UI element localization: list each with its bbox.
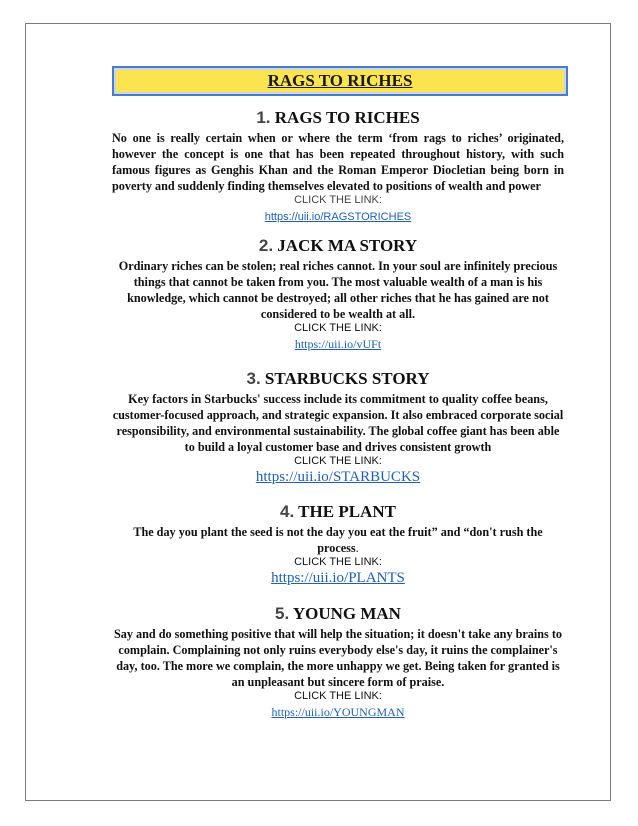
click-the-link-label: CLICK THE LINK: bbox=[294, 690, 382, 702]
story-link[interactable]: https://uii.io/RAGSTORICHES bbox=[264, 211, 412, 223]
click-the-link-label: CLICK THE LINK: bbox=[294, 194, 382, 206]
story-section-young-man bbox=[112, 604, 564, 721]
section-number: 1. bbox=[256, 108, 271, 127]
section-heading bbox=[112, 604, 564, 624]
section-number: 4. bbox=[280, 502, 295, 521]
section-body: No one is really certain when or where the term ‘from rags to riches’ originated, however the concept is one that has been repeated throughout history, with such famous figures as Genghis Khan and the Roman Emperor Diocletian being born in poverty and suddenly finding themselves elevated to positions of wealth and power bbox=[112, 131, 564, 193]
section-heading bbox=[112, 108, 564, 128]
story-link[interactable]: https://uii.io/vUFt bbox=[294, 337, 382, 351]
story-section-starbucks bbox=[112, 369, 564, 486]
story-section-the-plant bbox=[112, 502, 564, 587]
story-section-rags-to-riches bbox=[112, 108, 564, 225]
section-body bbox=[112, 524, 564, 556]
section-number: 2. bbox=[258, 236, 274, 255]
story-link[interactable]: https://uii.io/STARBUCKS bbox=[255, 469, 421, 485]
title-banner bbox=[112, 66, 568, 96]
section-number: 3. bbox=[246, 369, 261, 388]
story-link[interactable]: https://uii.io/YOUNGMAN bbox=[271, 705, 405, 719]
section-title: YOUNG MAN bbox=[292, 604, 401, 623]
section-heading bbox=[112, 369, 564, 389]
section-title: STARBUCKS STORY bbox=[264, 369, 430, 388]
click-the-link-label: CLICK THE LINK: bbox=[294, 322, 382, 334]
section-heading bbox=[112, 236, 564, 256]
section-body: Key factors in Starbucks' success include its commitment to quality coffee beans, customer-focused approach, and strategic expansion. It also embraced corporate social responsibility, and environmental sustainability. The global coffee giant has been able to build a loyal customer base and drives consistent growth bbox=[112, 392, 564, 454]
story-section-jack-ma bbox=[112, 236, 564, 353]
story-link[interactable]: https://uii.io/PLANTS bbox=[271, 570, 405, 586]
section-body: Say and do something positive that will help the situation; it doesn't take any brains to complain. Complaining not only ruins everybody else's day, it ruins the complainer's day, too. The more we complain, the more unhappy we get. Being taken for granted is an unpleasant but sincere form of praise. bbox=[114, 627, 562, 689]
click-the-link-label: CLICK THE LINK: bbox=[294, 455, 382, 467]
section-title: JACK MA STORY bbox=[277, 236, 418, 255]
section-body-end: . bbox=[355, 541, 359, 555]
section-number: 5. bbox=[275, 604, 290, 623]
section-body: Ordinary riches can be stolen; real riches cannot. In your soul are infinitely precious things that cannot be taken from you. The most valuable wealth of a man is his knowledge, which cannot be destroyed; all other riches that he has gained are not considered to be wealth at all. bbox=[118, 259, 558, 321]
section-title: THE PLANT bbox=[298, 502, 396, 521]
click-the-link-label: CLICK THE LINK: bbox=[294, 556, 382, 568]
banner-title: RAGS TO RICHES bbox=[267, 71, 413, 90]
section-title: RAGS TO RICHES bbox=[274, 108, 420, 127]
section-heading bbox=[112, 502, 564, 522]
section-body-text: The day you plant the seed is not the day you eat the fruit” and “don't rush the process bbox=[133, 525, 543, 555]
